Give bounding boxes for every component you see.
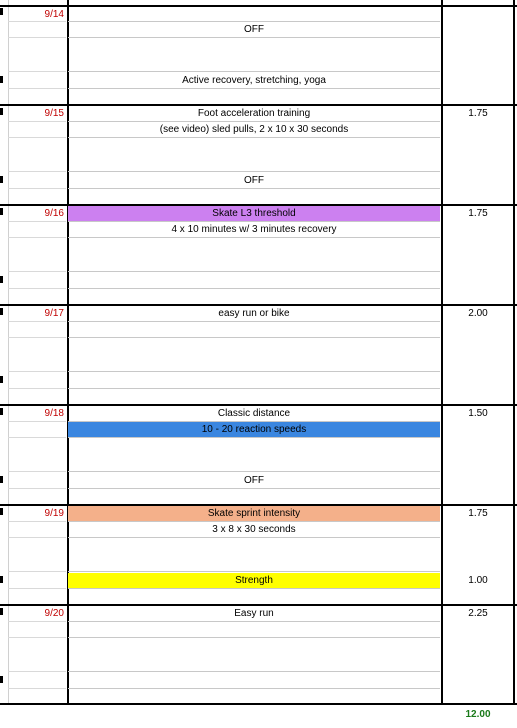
grid-line-horizontal — [68, 188, 440, 189]
grid-line-horizontal — [8, 621, 66, 622]
desc-cell[interactable]: 3 x 8 x 30 seconds — [212, 524, 296, 535]
grid-line-horizontal — [68, 88, 440, 89]
grid-line-horizontal — [8, 637, 66, 638]
row-marker — [0, 308, 3, 315]
grid-line-horizontal — [68, 237, 440, 238]
row-marker — [0, 76, 3, 83]
total-hours-cell[interactable]: 12.00 — [465, 709, 491, 720]
grid-line-horizontal — [8, 121, 66, 122]
grid-line-horizontal — [8, 588, 66, 589]
desc-cell[interactable]: (see video) sled pulls, 2 x 10 x 30 seconds — [159, 124, 349, 135]
hours-cell[interactable]: 1.75 — [468, 508, 488, 519]
grid-line-horizontal — [68, 137, 440, 138]
grid-line-horizontal — [68, 688, 440, 689]
row-border — [0, 304, 517, 306]
row-border — [0, 5, 517, 7]
desc-cell[interactable]: 4 x 10 minutes w/ 3 minutes recovery — [171, 224, 337, 235]
row-border — [0, 703, 517, 705]
row-marker — [0, 208, 3, 215]
row-marker — [0, 8, 3, 15]
row-marker — [0, 408, 3, 415]
grid-line-horizontal — [8, 288, 66, 289]
grid-line-horizontal — [68, 521, 440, 522]
grid-line-horizontal — [68, 371, 440, 372]
grid-line-horizontal — [68, 271, 440, 272]
desc-cell[interactable]: Classic distance — [217, 408, 291, 419]
grid-line-horizontal — [8, 71, 66, 72]
desc-cell[interactable]: 10 - 20 reaction speeds — [201, 424, 307, 435]
grid-line-horizontal — [68, 588, 440, 589]
grid-line-horizontal — [8, 37, 66, 38]
row-border — [0, 404, 517, 406]
grid-line-horizontal — [68, 337, 440, 338]
grid-line-horizontal — [68, 321, 440, 322]
row-marker — [0, 508, 3, 515]
grid-line-horizontal — [68, 121, 440, 122]
desc-cell[interactable]: Easy run — [234, 608, 274, 619]
grid-line-horizontal — [68, 288, 440, 289]
grid-line-horizontal — [68, 388, 440, 389]
grid-line-horizontal — [68, 71, 440, 72]
grid-line-horizontal — [68, 171, 440, 172]
row-border — [0, 604, 517, 606]
grid-line-horizontal — [8, 321, 66, 322]
grid-line-horizontal — [8, 488, 66, 489]
row-marker — [0, 176, 3, 183]
grid-line-horizontal — [8, 221, 66, 222]
desc-cell[interactable]: easy run or bike — [218, 308, 290, 319]
grid-line-horizontal — [8, 437, 66, 438]
grid-line-horizontal — [8, 171, 66, 172]
row-border — [0, 104, 517, 106]
date-cell[interactable]: 9/19 — [44, 508, 64, 519]
grid-line-horizontal — [8, 537, 66, 538]
grid-line-horizontal — [8, 521, 66, 522]
desc-cell[interactable]: Strength — [235, 575, 273, 586]
date-cell[interactable]: 9/18 — [44, 408, 64, 419]
row-marker — [0, 276, 3, 283]
grid-line-horizontal — [68, 488, 440, 489]
date-cell[interactable]: 9/14 — [44, 9, 64, 20]
grid-line-horizontal — [8, 571, 66, 572]
grid-line-horizontal — [68, 621, 440, 622]
desc-cell[interactable]: OFF — [244, 24, 264, 35]
hours-cell[interactable]: 1.50 — [468, 408, 488, 419]
grid-line-horizontal — [68, 221, 440, 222]
date-cell[interactable]: 9/20 — [44, 608, 64, 619]
row-marker — [0, 576, 3, 583]
grid-line-horizontal — [8, 271, 66, 272]
grid-line-horizontal — [8, 688, 66, 689]
desc-cell[interactable]: OFF — [244, 475, 264, 486]
row-marker — [0, 376, 3, 383]
desc-cell[interactable]: Foot acceleration training — [197, 108, 311, 119]
date-cell[interactable]: 9/17 — [44, 308, 64, 319]
grid-line-horizontal — [8, 471, 66, 472]
grid-line-horizontal — [8, 88, 66, 89]
grid-line-horizontal — [68, 537, 440, 538]
grid-line-horizontal — [68, 637, 440, 638]
grid-line-horizontal — [8, 671, 66, 672]
row-marker — [0, 676, 3, 683]
date-cell[interactable]: 9/16 — [44, 208, 64, 219]
grid-line-horizontal — [68, 671, 440, 672]
row-marker — [0, 108, 3, 115]
hours-cell[interactable]: 1.75 — [468, 108, 488, 119]
grid-line-horizontal — [8, 371, 66, 372]
grid-line-horizontal — [68, 471, 440, 472]
hours-cell[interactable]: 2.25 — [468, 608, 488, 619]
hours-cell[interactable]: 2.00 — [468, 308, 488, 319]
grid-line-horizontal — [8, 421, 66, 422]
grid-line-horizontal — [68, 21, 440, 22]
grid-line-horizontal — [8, 137, 66, 138]
grid-line-horizontal — [8, 388, 66, 389]
desc-cell[interactable]: Skate L3 threshold — [212, 208, 296, 219]
grid-line-horizontal — [8, 188, 66, 189]
hours-cell[interactable]: 1.75 — [468, 208, 488, 219]
desc-cell[interactable]: Active recovery, stretching, yoga — [182, 75, 326, 86]
grid-line-horizontal — [68, 37, 440, 38]
grid-line-horizontal — [8, 237, 66, 238]
row-marker — [0, 476, 3, 483]
grid-line-horizontal — [68, 571, 440, 572]
hours-cell[interactable]: 1.00 — [468, 575, 488, 586]
date-cell[interactable]: 9/15 — [44, 108, 64, 119]
grid-line-horizontal — [68, 437, 440, 438]
desc-cell[interactable]: Skate sprint intensity — [207, 508, 301, 519]
grid-line-horizontal — [8, 337, 66, 338]
desc-cell[interactable]: OFF — [244, 175, 264, 186]
row-marker — [0, 608, 3, 615]
